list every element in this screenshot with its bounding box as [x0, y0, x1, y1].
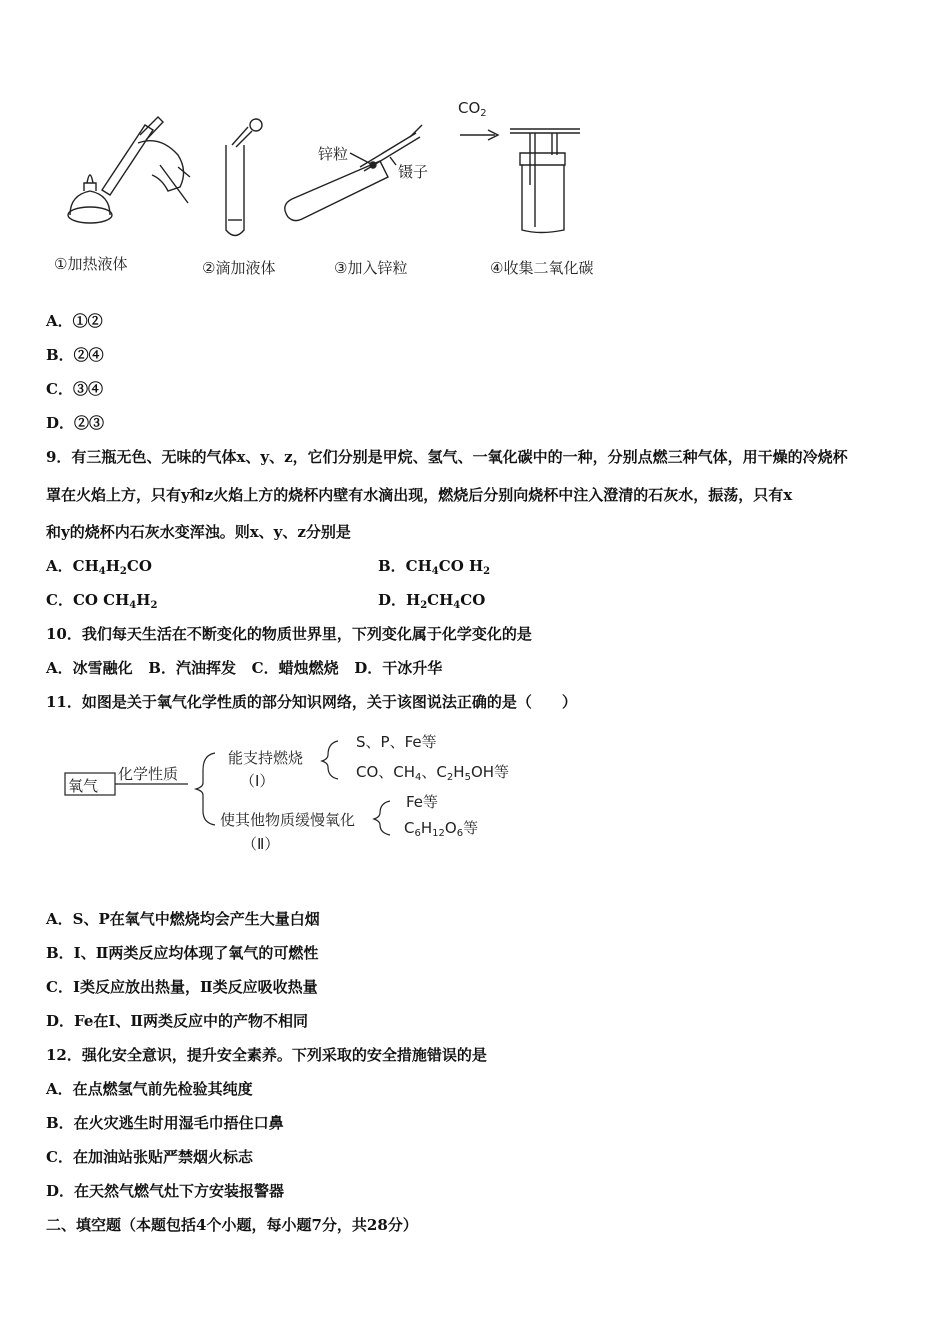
- caption-heating-liquid: ①加热液体: [54, 255, 128, 273]
- q9-option-d: D．$H_2CH_4CO$: [378, 591, 486, 611]
- lab-operations-figure: [40, 95, 640, 290]
- diagram-lines: [60, 725, 540, 860]
- type-one-tag: （Ⅰ）: [240, 772, 275, 790]
- slow-oxidation-label: 使其他物质缓慢氧化: [220, 811, 356, 829]
- q11-option-b: B．Ⅰ、Ⅱ两类反应均体现了氧气的可燃性: [46, 944, 319, 962]
- q12-stem: 12．强化安全意识，提升安全素养。下列采取的安全措施错误的是: [46, 1046, 487, 1064]
- q9-stem-line1: 9．有三瓶无色、无味的气体x、y、z，它们分别是甲烷、氢气、一氧化碳中的一种，分别点燃三种气体，用干燥的冷烧杯: [46, 448, 848, 466]
- q10-options: A．冰雪融化 B．汽油挥发 C．蜡烛燃烧 D．干冰升华: [46, 659, 443, 677]
- caption-dropping-liquid: ②滴加液体: [202, 259, 276, 277]
- q12-option-b: B．在火灾逃生时用湿毛巾捂住口鼻: [46, 1114, 284, 1132]
- tweezers-label: 镊子: [398, 163, 429, 181]
- q12-option-a: A．在点燃氢气前先检验其纯度: [46, 1080, 253, 1098]
- q11-stem: 11．如图是关于氧气化学性质的部分知识网络，关于该图说法正确的是（ ）: [46, 693, 577, 711]
- q12-option-d: D．在天然气燃气灶下方安装报警器: [46, 1182, 285, 1200]
- co2-label: CO: [458, 99, 481, 117]
- oxidation-item-2: $C_6H_{12}O_6$等: [404, 819, 479, 839]
- oxidation-item-1: Fe等: [406, 793, 439, 811]
- q8-option-b: B．②④: [46, 346, 104, 364]
- combustion-item-1: S、P、Fe等: [356, 733, 437, 751]
- type-two-tag: （Ⅱ）: [242, 835, 280, 853]
- q11-option-d: D．Fe在Ⅰ、Ⅱ两类反应中的产物不相同: [46, 1012, 309, 1030]
- q9-stem-line2: 罩在火焰上方，只有y和z火焰上方的烧杯内壁有水滴出现，燃烧后分别向烧杯中注入澄清的石灰水，振荡，只有x: [46, 486, 793, 504]
- q10-stem: 10．我们每天生活在不断变化的物质世界里，下列变化属于化学变化的是: [46, 625, 532, 643]
- caption-collecting-co2: ④收集二氧化碳: [490, 259, 594, 277]
- q11-option-c: C．Ⅰ类反应放出热量，Ⅱ类反应吸收热量: [46, 978, 318, 996]
- oxygen-root-label: 氧气: [68, 777, 99, 795]
- q8-option-d: D．②③: [46, 414, 105, 432]
- combustion-item-2: CO、$CH_4$、$C_2H_5OH$等: [356, 763, 510, 783]
- oxygen-knowledge-network-diagram: [60, 725, 540, 860]
- supports-combustion-label: 能支持燃烧: [228, 749, 304, 767]
- q9-option-c: C．CO $CH_4H_2$: [46, 591, 158, 611]
- q8-option-c: C．③④: [46, 380, 103, 398]
- q9-stem-line3: 和y的烧杯内石灰水变浑浊。则x、y、z分别是: [46, 523, 351, 541]
- caption-adding-zinc: ③加入锌粒: [334, 259, 408, 277]
- q11-option-a: A．S、P在氧气中燃烧均会产生大量白烟: [46, 910, 320, 928]
- q9-option-b: B．$CH_4CO$ $H_2$: [378, 557, 491, 577]
- section-fill-in-heading: 二、填空题（本题包括4个小题，每小题7分，共28分）: [46, 1216, 418, 1234]
- co2-subscript: 2: [480, 108, 487, 119]
- zinc-label: 锌粒: [318, 145, 349, 163]
- chemical-property-label: 化学性质: [118, 765, 179, 783]
- q8-option-a: A．①②: [46, 312, 103, 330]
- q12-option-c: C．在加油站张贴严禁烟火标志: [46, 1148, 253, 1166]
- q9-option-a: A．$CH_4H_2CO$: [46, 557, 152, 577]
